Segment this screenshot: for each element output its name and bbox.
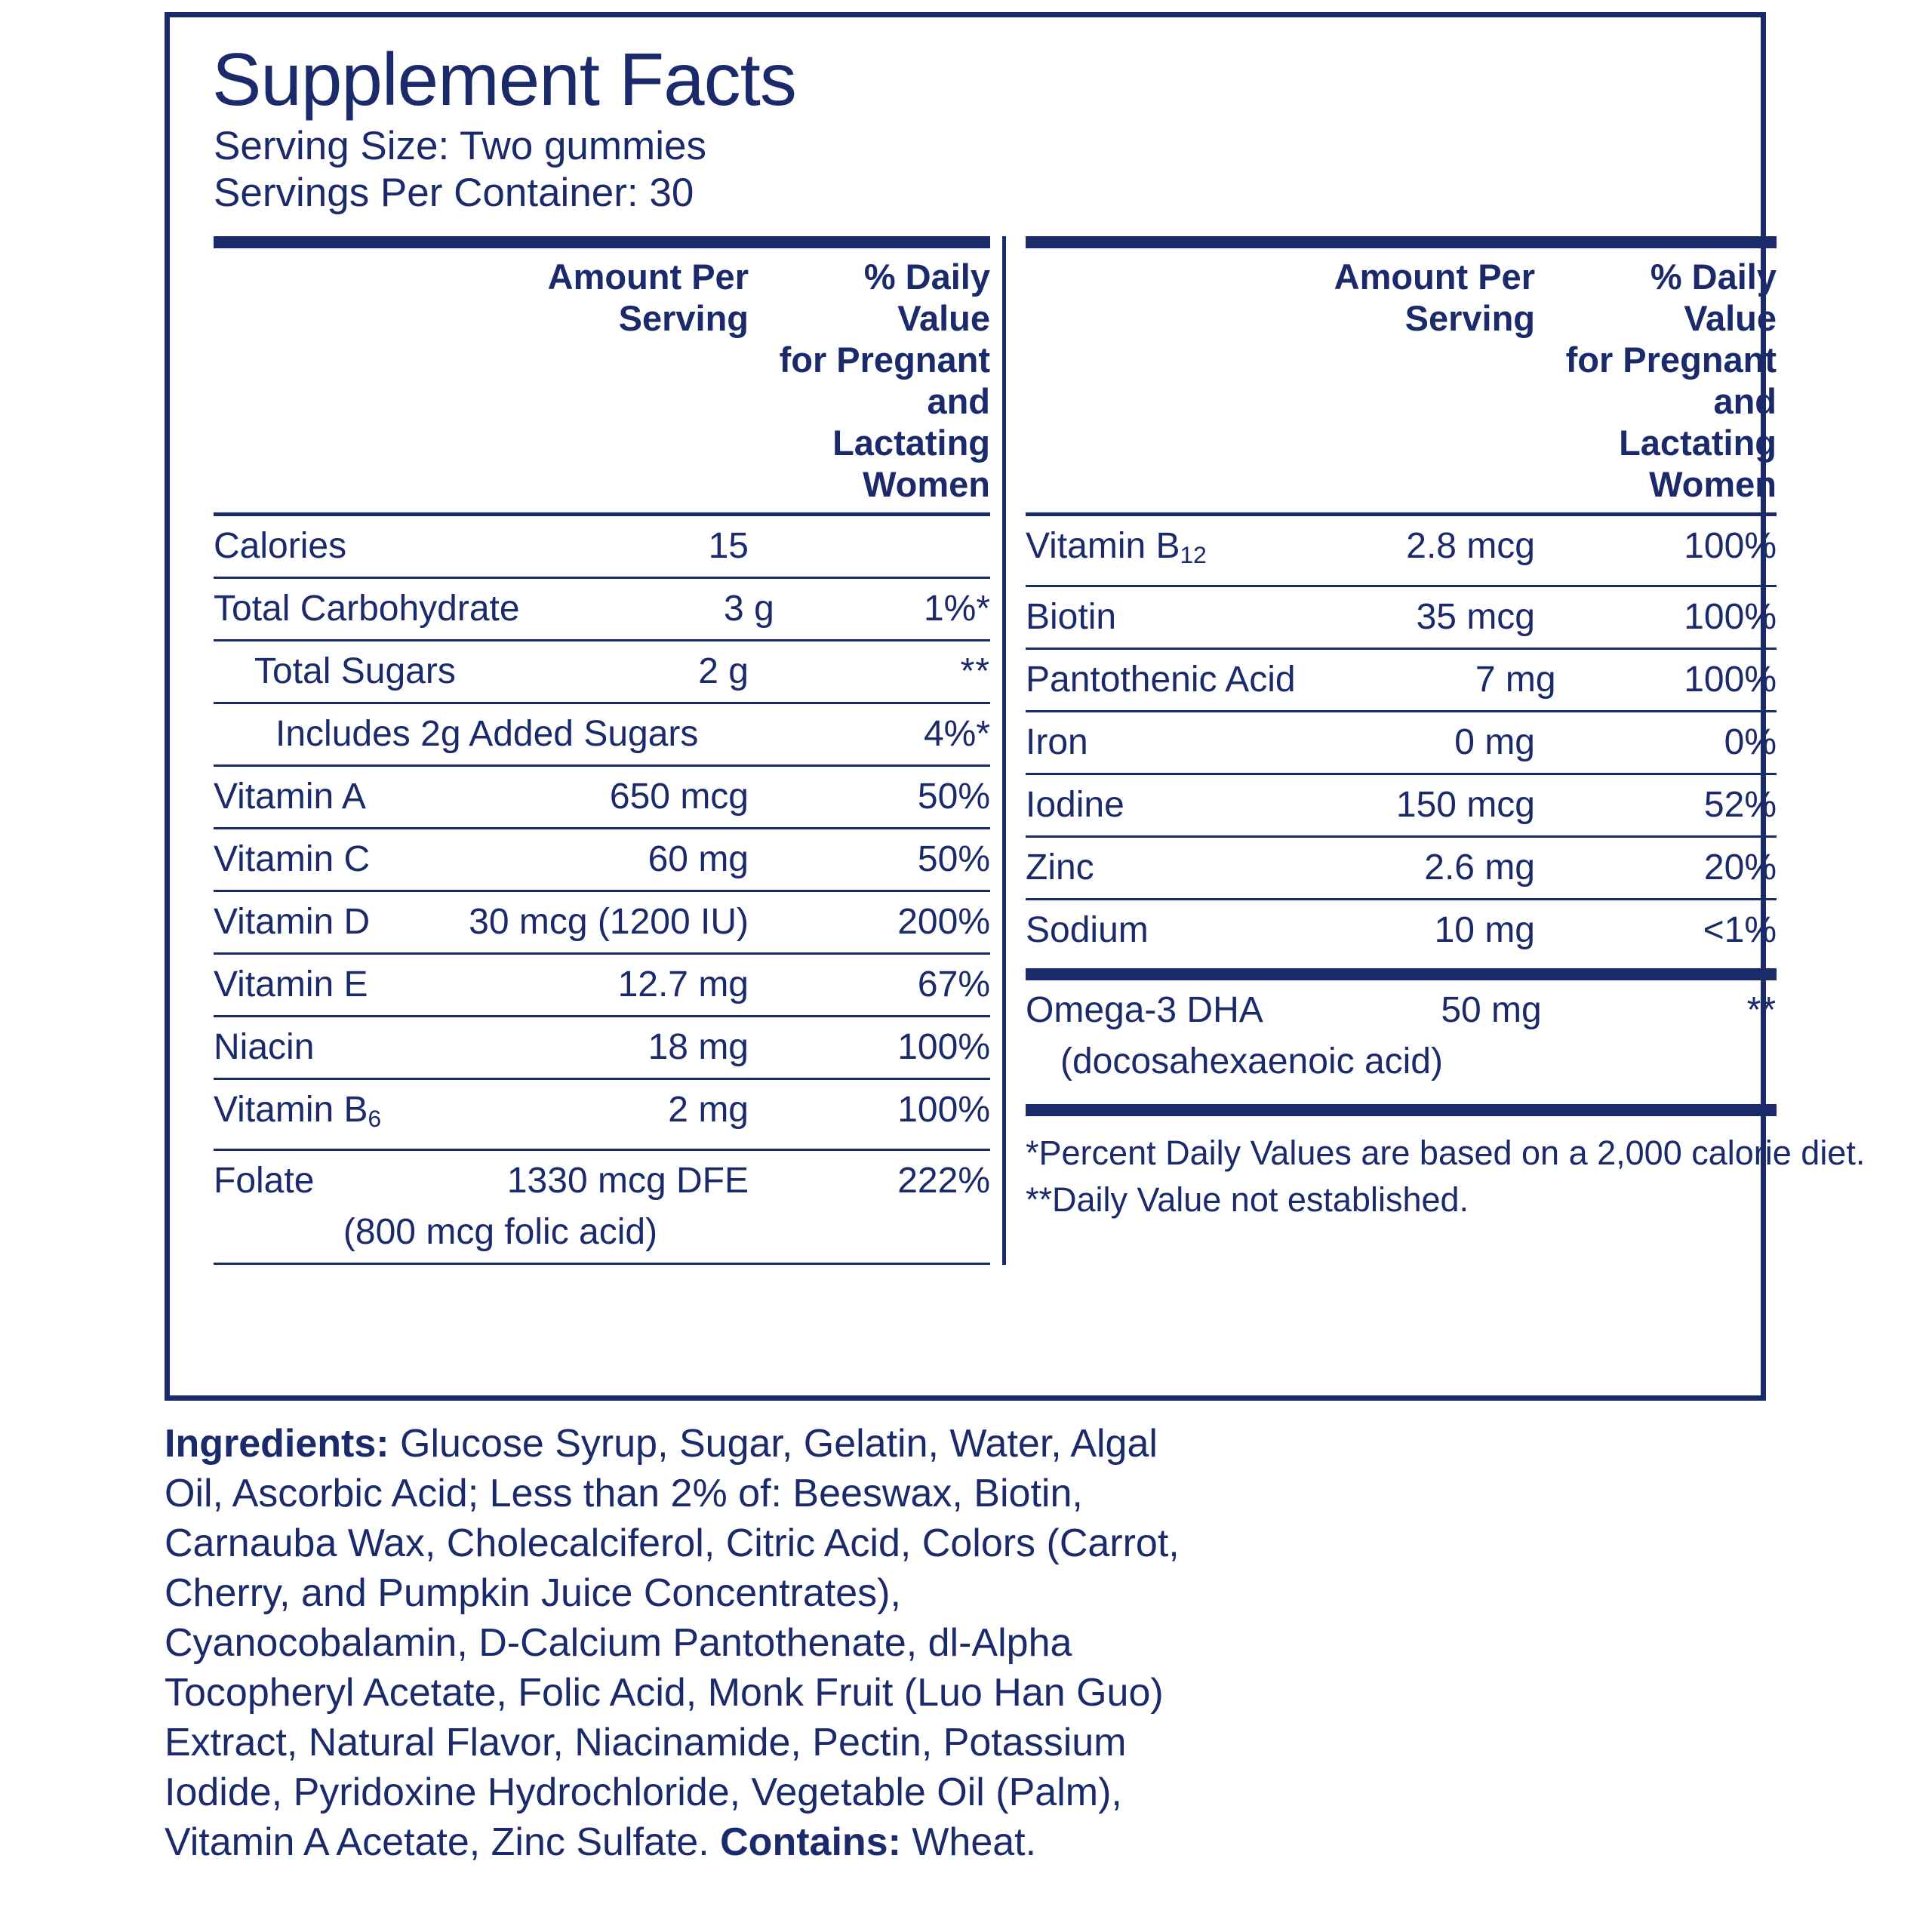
ingredients-label: Ingredients: xyxy=(165,1422,389,1466)
serving-size: Serving Size: Two gummies xyxy=(214,124,706,168)
table-row: Zinc 2.6 mg 20% xyxy=(1026,847,1777,888)
footnotes xyxy=(1026,1116,1866,1223)
table-row: Vitamin $B_{12}$ 2.8 mcg 100% xyxy=(1026,526,1777,568)
table-row: Biotin 35 mcg 100% xyxy=(1026,596,1777,637)
header-amount-per-serving-left: Amount Per Serving xyxy=(547,257,749,338)
header-daily-value-left: % Daily Value for Pregnant and Lactating Women xyxy=(779,257,990,504)
table-row: Folate 1330 mcg DFE 222% xyxy=(214,1160,990,1201)
contains-label: Contains: xyxy=(720,1820,901,1864)
table-row: Calories 15 xyxy=(214,526,749,566)
ingredients-text: Glucose Syrup, Sugar, Gelatin, Water, Algal Oil, Ascorbic Acid; Less than 2% of: Beeswax, Biotin, Carnauba Wax, Cholecalciferol, Citric Acid, Colors (Carrot, Cherry, and Pumpkin Juice Concentrates), Cyanocobalamin, D-Calcium Pantothenate, dl-Alpha Tocopheryl Acetate, Folic Acid, Monk Fruit (Luo Han Guo) Extract, Natural Flavor, Niacinamide, Pectin, Potassium Iodide, Pyridoxine Hydrochloride, Vegetable Oil (Palm), Vitamin A Acetate, Zinc Sulfate. xyxy=(165,1422,1180,1864)
footnote-1: *Percent Daily Values are based on a 2,000 calorie diet. xyxy=(1026,1133,1866,1172)
nutrition-column-right xyxy=(1002,236,1866,1265)
table-row: Total Carbohydrate 3 g 1%* xyxy=(214,589,990,629)
ingredients-block xyxy=(165,1419,1191,1867)
contains-text: Wheat. xyxy=(900,1820,1037,1864)
supplement-facts-panel xyxy=(165,12,1866,1401)
divider-thick-omega-bottom xyxy=(1026,1104,1777,1116)
table-row: Vitamin A 650 mcg 50% xyxy=(214,777,990,817)
column-headers-left xyxy=(214,248,990,512)
table-row: Sodium 10 mg <1% xyxy=(1026,909,1777,950)
folate-sub-note: (800 mcg folic acid) xyxy=(343,1211,658,1252)
table-row: Iodine 150 mcg 52% xyxy=(1026,784,1777,825)
table-row: Vitamin E 12.7 mg 67% xyxy=(214,964,990,1004)
table-row: Total Sugars 2 g ** xyxy=(254,651,990,691)
table-row: Omega-3 DHA 50 mg ** xyxy=(1026,989,1777,1030)
servings-per-container: Servings Per Container: 30 xyxy=(214,171,694,215)
nutrition-column-left xyxy=(214,236,1002,1265)
page-title: Supplement Facts xyxy=(212,38,796,121)
table-row: Pantothenic Acid 7 mg 100% xyxy=(1026,659,1777,700)
table-row: Vitamin D 30 mcg (1200 IU) 200% xyxy=(214,902,990,942)
row-divider xyxy=(214,1263,990,1265)
nutrition-columns xyxy=(214,236,1866,1265)
footnote-2: **Daily Value not established. xyxy=(1026,1180,1469,1219)
column-headers-right xyxy=(1026,248,1777,512)
omega-sub-note: (docosahexaenoic acid) xyxy=(1060,1041,1443,1081)
table-row: Niacin 18 mg 100% xyxy=(214,1027,990,1067)
table-row: Iron 0 mg 0% xyxy=(1026,721,1777,762)
header-amount-per-serving-right: Amount Per Serving xyxy=(1334,257,1535,338)
divider-thick-omega-top xyxy=(1026,968,1777,980)
table-row: Vitamin $B_6$ 2 mg 100% xyxy=(214,1090,990,1132)
divider-thick-right xyxy=(1026,236,1777,248)
table-row: Includes 2g Added Sugars 4%* xyxy=(275,714,990,754)
header-daily-value-right: % Daily Value for Pregnant and Lactating Women xyxy=(1565,257,1777,504)
divider-thick-left xyxy=(214,236,990,248)
table-row: Vitamin C 60 mg 50% xyxy=(214,839,990,879)
